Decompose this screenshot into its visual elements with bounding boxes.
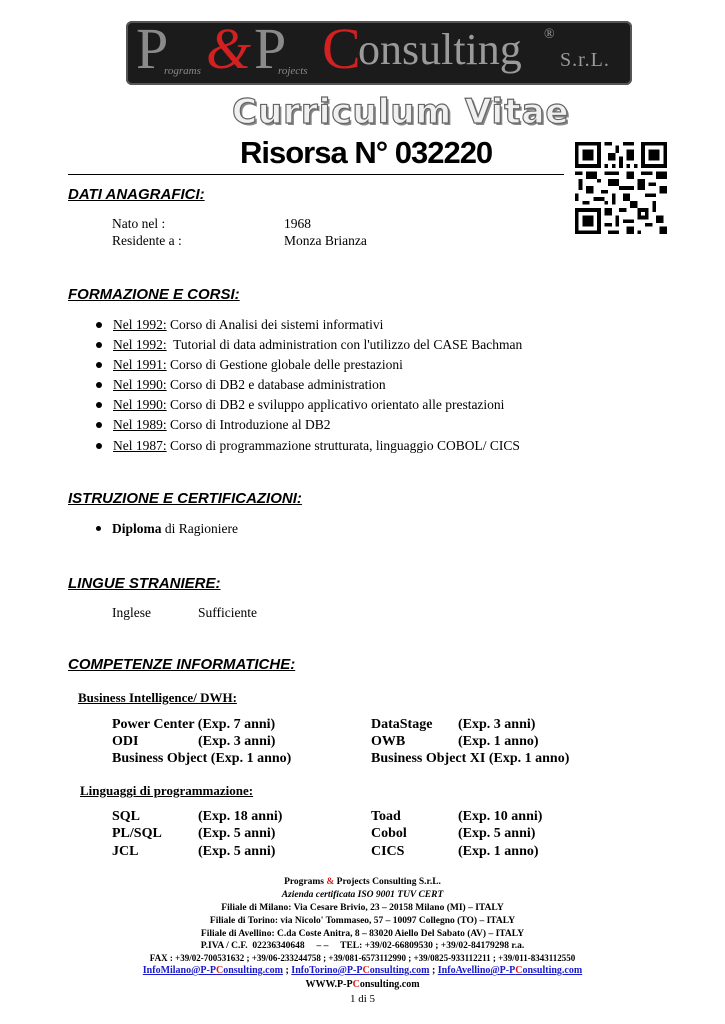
- skill-name: OWB: [371, 734, 406, 749]
- skill-exp: (Exp. 18 anni): [198, 809, 283, 824]
- section-heading-anagrafici: DATI ANAGRAFICI:: [68, 186, 205, 203]
- skill-name: CICS: [371, 844, 405, 859]
- bullet-icon: [96, 526, 101, 531]
- skill-name: PL/SQL: [112, 826, 162, 841]
- resident-value: Monza Brianza: [284, 233, 367, 248]
- skill-exp: (Exp. 3 anni): [458, 717, 536, 732]
- born-value: 1968: [284, 216, 311, 231]
- skill-exp: (Exp. 1 anno): [458, 844, 539, 859]
- skill-name: SQL: [112, 809, 141, 824]
- bullet-icon: [96, 443, 102, 449]
- resource-number: Risorsa N° 032220: [240, 135, 493, 170]
- language-name: Inglese: [112, 605, 151, 620]
- document-title: Curriculum Vitae: [232, 92, 570, 132]
- bullet-icon: [96, 342, 102, 348]
- list-item: Nel 1990: Corso di DB2 e sviluppo applicativo orientato alle prestazioni: [96, 397, 504, 413]
- bullet-icon: [96, 382, 102, 388]
- skill-exp: (Exp. 5 anni): [198, 844, 276, 859]
- footer-milano: Filiale di Milano: Via Cesare Brivio, 23 – 20158 Milano (MI) – ITALY: [221, 903, 504, 913]
- footer-piva: P.IVA / C.F. 02236340648 – – TEL: +39/02-66809530 ; +39/02-84179298 r.a.: [200, 941, 525, 951]
- resident-label: Residente a :: [112, 233, 182, 248]
- skill-exp: (Exp. 10 anni): [458, 809, 543, 824]
- list-item: Nel 1991: Corso di Gestione globale delle prestazioni: [96, 357, 403, 373]
- footer-fax: FAX : +39/02-700531632 ; +39/06-233244758 ; +39/081-6573112990 ; +39/0825-933112211 ; +39/011-8343112550: [149, 953, 576, 963]
- skill-entry: Business Object XI (Exp. 1 anno): [371, 751, 570, 766]
- skill-exp: (Exp. 5 anni): [458, 826, 536, 841]
- qr-code: [575, 142, 667, 234]
- section-heading-lingue: LINGUE STRANIERE:: [68, 575, 221, 592]
- skill-name: Cobol: [371, 826, 407, 841]
- skill-entry: Power Center (Exp. 7 anni): [112, 717, 276, 732]
- skill-exp: (Exp. 5 anni): [198, 826, 276, 841]
- email-avellino-link[interactable]: InfoAvellino@P-PConsulting.com: [437, 965, 583, 976]
- list-item: Nel 1987: Corso di programmazione strutturata, linguaggio COBOL/ CICS: [96, 438, 520, 454]
- skill-name: ODI: [112, 734, 139, 749]
- footer-website: WWW.P-PConsulting.com: [305, 979, 420, 990]
- list-item: Nel 1992: Tutorial di data administration con l'utilizzo del CASE Bachman: [96, 337, 522, 353]
- skill-name: DataStage: [371, 717, 433, 732]
- company-logo: [126, 21, 632, 85]
- skill-entry: Business Object (Exp. 1 anno): [112, 751, 292, 766]
- section-heading-competenze: COMPETENZE INFORMATICHE:: [68, 656, 296, 673]
- footer-certification: Azienda certificata ISO 9001 TUV CERT: [281, 890, 444, 900]
- language-level: Sufficiente: [198, 605, 257, 620]
- list-item: Nel 1990: Corso di DB2 e database administration: [96, 377, 386, 393]
- logo-letter: C: [322, 21, 361, 81]
- email-torino-link[interactable]: InfoTorino@P-PConsulting.com: [291, 965, 430, 976]
- logo-srl: S.r.L.: [560, 49, 610, 71]
- footer-company: Programs & Projects Consulting S.r.L.: [284, 877, 441, 887]
- skill-name: Toad: [371, 809, 401, 824]
- title-divider: [68, 174, 564, 175]
- bullet-icon: [96, 322, 102, 328]
- logo-consulting: onsulting: [358, 25, 522, 74]
- list-item: Nel 1992: Corso di Analisi dei sistemi informativi: [96, 317, 383, 333]
- bullet-icon: [96, 422, 102, 428]
- footer-torino: Filiale di Torino: via Nicolo' Tommaseo, 57 – 10097 Collegno (TO) – ITALY: [209, 916, 516, 926]
- list-item: Nel 1989: Corso di Introduzione al DB2: [96, 417, 330, 433]
- bullet-icon: [96, 362, 102, 368]
- section-heading-istruzione: ISTRUZIONE E CERTIFICAZIONI:: [68, 490, 302, 507]
- section-heading-formazione: FORMAZIONE E CORSI:: [68, 286, 240, 303]
- email-milano-link[interactable]: InfoMilano@P-PConsulting.com: [142, 965, 283, 976]
- skill-name: JCL: [112, 844, 139, 859]
- page-number: 1 di 5: [349, 993, 376, 1005]
- skill-exp: (Exp. 3 anni): [198, 734, 276, 749]
- logo-letter: P: [136, 21, 169, 81]
- bullet-icon: [96, 402, 102, 408]
- logo-projects: rojects: [278, 65, 308, 77]
- logo-programs: rograms: [164, 65, 201, 77]
- subheading-bi: Business Intelligence/ DWH:: [78, 690, 237, 705]
- born-label: Nato nel :: [112, 216, 166, 231]
- footer-avellino: Filiale di Avellino: C.da Coste Anitra, 8 – 83020 Aiello Del Sabato (AV) – ITALY: [200, 929, 525, 939]
- footer-emails: InfoMilano@P-PConsulting.com ; InfoTorino@P-PConsulting.com ; InfoAvellino@P-PConsulting.com: [142, 965, 583, 976]
- subheading-programming: Linguaggi di programmazione:: [80, 783, 254, 798]
- logo-ampersand: &: [206, 21, 252, 81]
- logo-letter: P: [254, 21, 287, 81]
- list-item: Diploma di Ragioniere: [96, 521, 238, 537]
- logo-registered-mark: ®: [544, 27, 555, 42]
- skill-exp: (Exp. 1 anno): [458, 734, 539, 749]
